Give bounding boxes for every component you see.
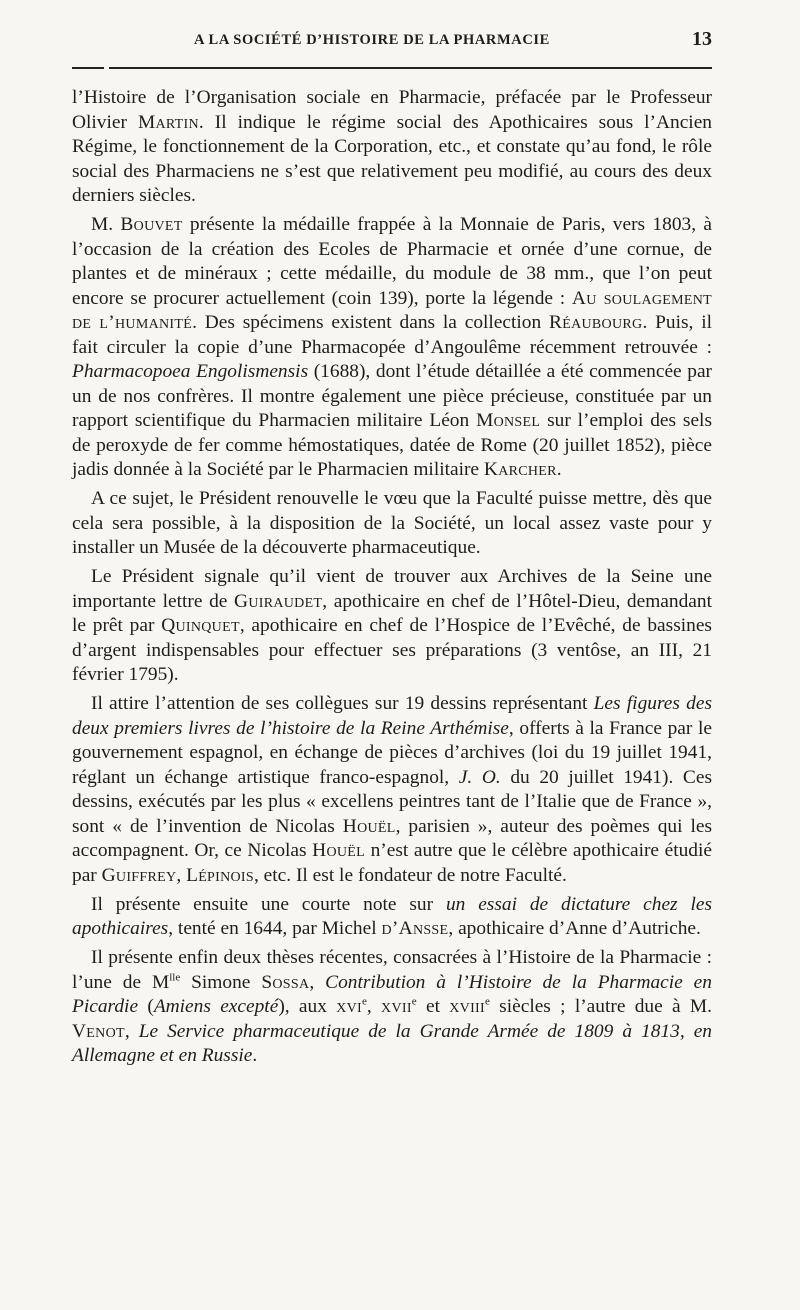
- century-numeral: xviii: [449, 996, 485, 1017]
- century-numeral: xvi: [336, 996, 362, 1017]
- paragraph-7: Il présente enfin deux thèses récentes, consacrées à l’Histoire de la Pharmacie : l’une de $M^{lle}$ Simone Sossa, Contribution à l’Histoire de la Pharmacie en Picardie (Amiens excepté), aux xvi$^e$, xvii$^e$ et xviii$^e$ siècles ; l’autre due à M. Venot, Le Service pharmaceutique de la Grande Armée de 1809 à 1813, en Allemagne et en Russie.: [72, 947, 712, 1066]
- person-name: Karcher: [483, 459, 557, 480]
- person-name: Guiraudet: [234, 590, 323, 612]
- person-name: Martin: [137, 111, 199, 133]
- paragraph-3: A ce sujet, le Président renouvelle le vœu que la Faculté puisse mettre, dès que cela sera possible, à la disposition de la Société, un local assez vaste pour y installer un Musée de la découverte pharmaceutique.: [72, 488, 712, 558]
- person-name: Houël: [312, 840, 365, 861]
- person-name: Sossa: [261, 971, 310, 993]
- person-name: Quinquet: [161, 615, 240, 636]
- paragraph-6: Il présente ensuite une courte note sur un essai de dictature chez les apothicaires, tenté en 1644, par Michel d’Ansse, apothicaire d’Anne d’Autriche.: [72, 893, 712, 939]
- work-title: Amiens excepté: [153, 996, 279, 1017]
- work-title: Contribution à l’Histoire de la Pharmacie en Picardie: [72, 971, 712, 1017]
- person-name: Lépinois: [186, 864, 254, 886]
- work-title: Le Service pharmaceutique de la Grande Armée de 1809 à 1813, en Allemagne et en Russie: [72, 1020, 712, 1066]
- work-title: Pharmacopoea Engolismensis: [72, 361, 309, 382]
- work-title: Les figures des deux premiers livres de l’histoire de la Reine Arthémise: [72, 693, 713, 739]
- paragraph-4: Le Président signale qu’il vient de trouver aux Archives de la Seine une importante lettre de Guiraudet, apothicaire en chef de l’Hôtel-Dieu, demandant le prêt par Quinquet, apothicaire en chef de l’Hospice de l’Evêché, de bassines d’argent indispensables pour effectuer ses préparations (3 ventôse, an III, 21 février 1795).: [72, 566, 712, 685]
- medal-legend: Au soulagement de l’humanité: [72, 287, 712, 333]
- person-name: Guiffrey: [101, 864, 177, 886]
- running-head: A LA SOCIÉTÉ D’HISTOIRE DE LA PHARMACIE: [194, 32, 550, 48]
- person-name: Bouvet: [120, 214, 183, 235]
- person-name: Réaubourg: [549, 312, 643, 333]
- person-name: Venot: [72, 1020, 125, 1042]
- journal-abbrev: J. O.: [458, 766, 501, 788]
- body-text: [72, 86, 712, 1073]
- person-name: Houël: [342, 815, 396, 837]
- paragraph-5: Il attire l’attention de ses collègues sur 19 dessins représentant Les figures des deux premiers livres de l’histoire de la Reine Arthémise, offerts à la France par le gouvernement espagnol, en échange de pièces d’archives (loi du 19 juillet 1941, réglant un échange artistique franco-espagnol, J. O. du 20 juillet 1941). Ces dessins, exécutés par les plus « excellens peintres tant de l’Italie que de France », sont « de l’invention de Nicolas Houël, parisien », auteur des poèmes qui les accompagnent. Or, ce Nicolas Houël n’est autre que le célèbre apothicaire étudié par Guiffrey, Lépinois, etc. Il est le fondateur de notre Faculté.: [72, 693, 713, 886]
- paragraph-1: l’Histoire de l’Organisation sociale en Pharmacie, préfacée par le Professeur Olivier Martin. Il indique le régime social des Apothicaires sous l’Ancien Régime, le fonctionnement de la Corporation, etc., et constate qu’au fond, le rôle social des Pharmaciens ne s’est que relativement peu modifié, au cours des deux derniers siècles.: [72, 87, 713, 206]
- person-name: Monsel: [476, 410, 541, 431]
- page-header: [72, 28, 712, 58]
- header-rule: [72, 67, 712, 69]
- page-number: 13: [692, 28, 712, 50]
- work-title: un essai de dictature chez les apothicaires: [72, 893, 712, 939]
- person-name: d’Ansse: [381, 918, 449, 939]
- paragraph-2: M. Bouvet présente la médaille frappée à la Monnaie de Paris, vers 1803, à l’occasion de la création des Ecoles de Pharmacie et ornée d’une cornue, de plantes et de minéraux ; cette médaille, du module de 38 mm., que l’on peut encore se procurer actuellement (coin 139), porte la légende : Au soulagement de l’humanité. Des spécimens existent dans la collection Réaubourg. Puis, il fait circuler la copie d’une Pharmacopée d’Angoulême récemment retrouvée : Pharmacopoea Engolismensis (1688), dont l’étude détaillée a été commencée par un de nos confrères. Il montre également une pièce précieuse, constituée par un rapport scientifique du Pharmacien militaire Léon Monsel sur l’emploi des sels de peroxyde de fer comme hémostatiques, datée de Rome (20 juillet 1852), pièce jadis donnée à la Société par le Pharmacien militaire Karcher.: [72, 214, 713, 480]
- century-numeral: xvii: [381, 996, 412, 1017]
